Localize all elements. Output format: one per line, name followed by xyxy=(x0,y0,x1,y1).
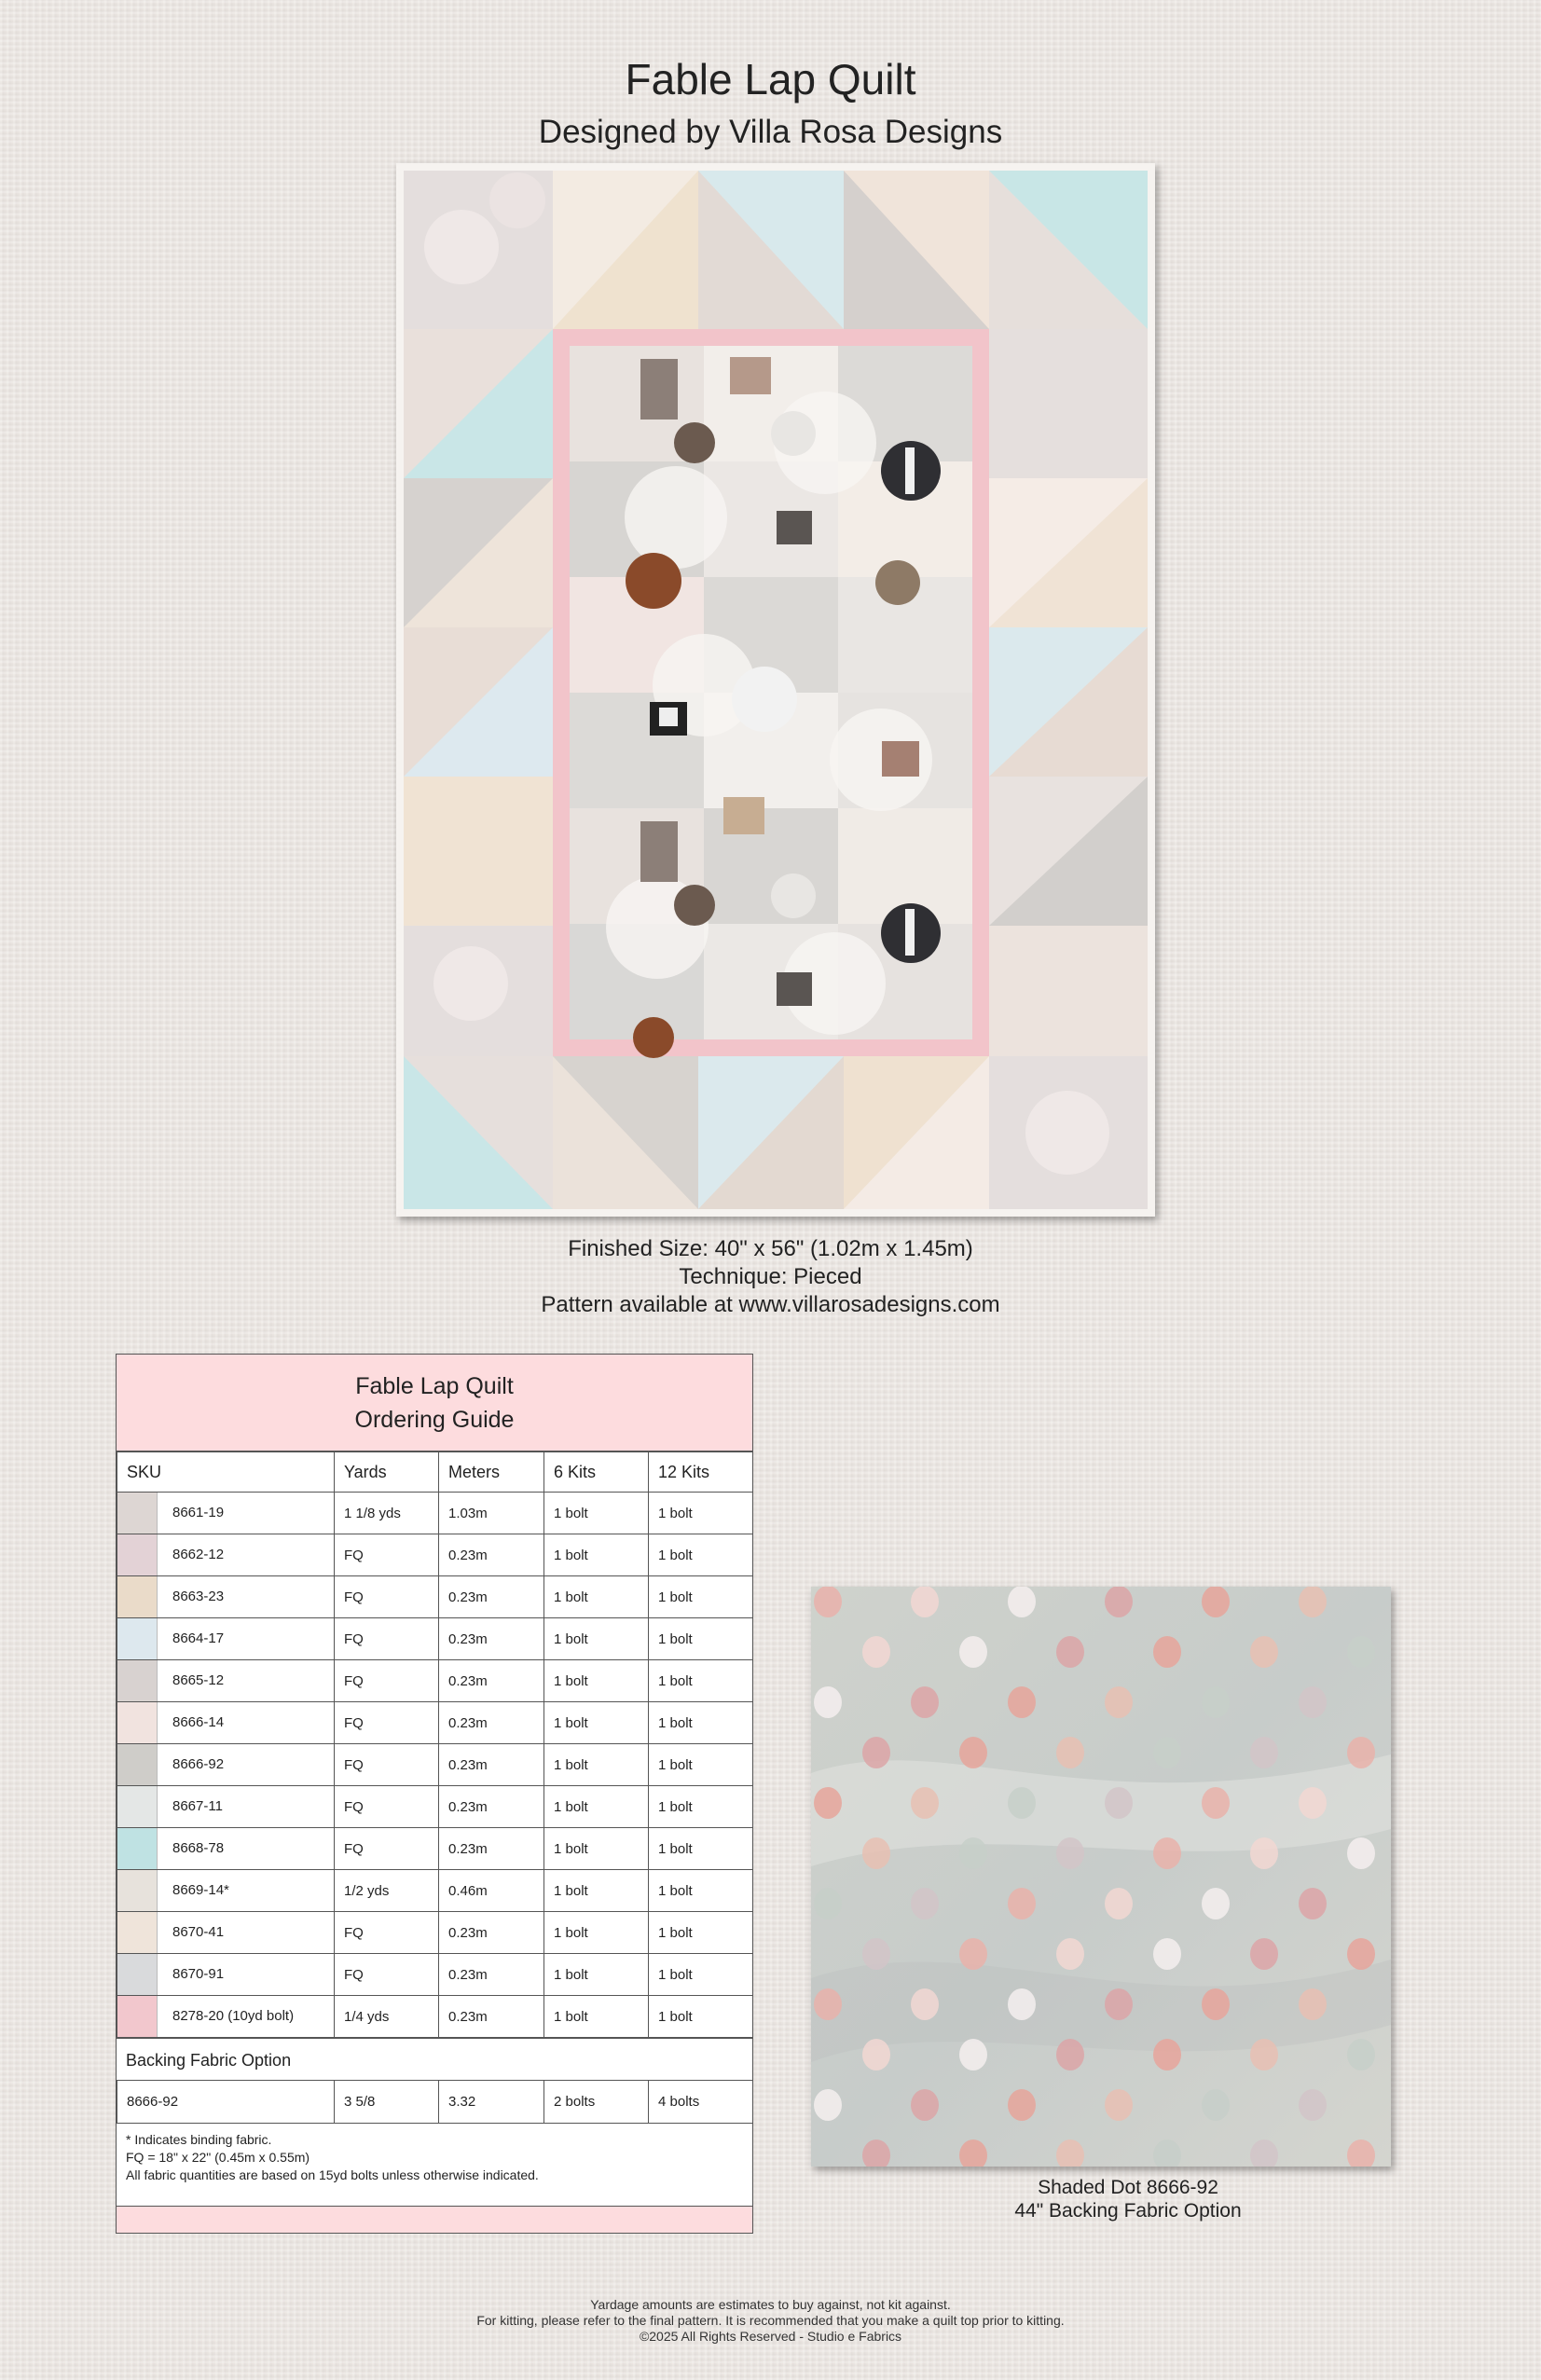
fabric-swatch-thumbnail xyxy=(117,1828,158,1869)
fabric-dot xyxy=(1250,1837,1278,1869)
kits6-cell: 1 bolt xyxy=(544,1534,649,1576)
sku-label: 8666-92 xyxy=(172,1755,225,1772)
kits6-cell: 1 bolt xyxy=(544,1493,649,1534)
fabric-dot xyxy=(1008,1686,1036,1718)
fabric-dot xyxy=(1105,1587,1133,1617)
fabric-dot xyxy=(1250,1636,1278,1668)
backing-fabric-label: Backing Fabric Option xyxy=(117,2038,752,2081)
meters-cell: 0.23m xyxy=(439,1576,544,1618)
kits12-cell: 1 bolt xyxy=(649,1744,753,1786)
kits12-cell: 1 bolt xyxy=(649,1828,753,1870)
fabric-dot xyxy=(1250,1737,1278,1768)
sku-label: 8661-19 xyxy=(172,1504,225,1520)
fabric-dot xyxy=(814,1587,842,1617)
footer-copyright: ©2025 All Rights Reserved - Studio e Fabrics xyxy=(639,2329,902,2344)
fabric-dot xyxy=(1347,1938,1375,1970)
fabric-dot xyxy=(1250,2039,1278,2070)
fabric-dot xyxy=(814,1787,842,1819)
fabric-dot xyxy=(814,1988,842,2020)
kits12-cell: 1 bolt xyxy=(649,1786,753,1828)
fabric-dot xyxy=(1056,1737,1084,1768)
yards-cell: FQ xyxy=(335,1534,439,1576)
fabric-dot xyxy=(1153,1938,1181,1970)
fabric-dot xyxy=(1056,1938,1084,1970)
quilt-illustration xyxy=(396,163,1155,1217)
kits6-cell: 1 bolt xyxy=(544,1744,649,1786)
table-row xyxy=(117,1786,753,1828)
kits12-cell: 1 bolt xyxy=(649,1618,753,1660)
sku-cell xyxy=(117,1534,335,1576)
table-row xyxy=(117,1954,753,1996)
page-title: Fable Lap Quilt xyxy=(625,55,916,103)
table-row xyxy=(117,1576,753,1618)
sku-cell xyxy=(117,1786,335,1828)
fabric-dot xyxy=(1056,2039,1084,2070)
yards-cell: FQ xyxy=(335,1912,439,1954)
ordering-guide-header xyxy=(117,1355,752,1451)
fabric-dot xyxy=(814,1686,842,1718)
fabric-dot xyxy=(1105,2089,1133,2121)
fabric-swatch-thumbnail xyxy=(117,1660,158,1701)
backing-meters: 3.32 xyxy=(439,2081,544,2123)
table-row xyxy=(117,1912,753,1954)
kits12-cell: 1 bolt xyxy=(649,1996,753,2038)
guide-subtitle: Ordering Guide xyxy=(354,1407,515,1433)
fabric-dot xyxy=(911,2089,939,2121)
kits6-cell: 1 bolt xyxy=(544,1954,649,1996)
pattern-availability: Pattern available at www.villarosadesigns.com xyxy=(541,1292,1000,1317)
yards-cell: FQ xyxy=(335,1576,439,1618)
fabric-swatch-thumbnail xyxy=(117,1954,158,1995)
fabric-swatch-thumbnail xyxy=(117,1576,158,1617)
fabric-dot xyxy=(1153,1837,1181,1869)
meters-cell: 0.23m xyxy=(439,1660,544,1702)
table-row xyxy=(117,1702,753,1744)
fabric-dot xyxy=(911,1888,939,1919)
fabric-dot xyxy=(814,1888,842,1919)
yards-cell: 1/2 yds xyxy=(335,1870,439,1912)
sku-cell xyxy=(117,1828,335,1870)
fabric-dot xyxy=(959,1938,987,1970)
kits12-cell: 1 bolt xyxy=(649,1534,753,1576)
sku-label: 8667-11 xyxy=(172,1797,223,1814)
kits12-cell: 1 bolt xyxy=(649,1912,753,1954)
sku-label: 8670-91 xyxy=(172,1965,225,1982)
ordering-guide-footer-bar xyxy=(117,2206,752,2233)
kits12-cell: 1 bolt xyxy=(649,1702,753,1744)
sku-cell xyxy=(117,1660,335,1702)
page-subtitle: Designed by Villa Rosa Designs xyxy=(538,114,1003,150)
fabric-dot xyxy=(1008,1787,1036,1819)
swatch-caption-name: Shaded Dot 8666-92 xyxy=(1038,2177,1218,2198)
fabric-dot xyxy=(1347,1837,1375,1869)
sku-label: 8664-17 xyxy=(172,1630,225,1646)
finished-size: Finished Size: 40" x 56" (1.02m x 1.45m) xyxy=(568,1236,973,1261)
backing-table xyxy=(117,2081,753,2124)
fabric-dot xyxy=(911,1988,939,2020)
meters-cell: 0.23m xyxy=(439,1996,544,2038)
fabric-swatch-thumbnail xyxy=(117,1744,158,1785)
meters-cell: 0.23m xyxy=(439,1618,544,1660)
sku-label: 8666-14 xyxy=(172,1713,225,1730)
sku-label: 8668-78 xyxy=(172,1839,225,1856)
fabric-dot xyxy=(1202,2089,1230,2121)
sku-label: 8665-12 xyxy=(172,1672,225,1688)
meters-cell: 0.23m xyxy=(439,1828,544,1870)
sku-cell xyxy=(117,1996,335,2038)
fabric-dot xyxy=(1299,1686,1327,1718)
yards-cell: FQ xyxy=(335,1618,439,1660)
kits12-cell: 1 bolt xyxy=(649,1660,753,1702)
fabric-dot xyxy=(1105,1686,1133,1718)
fabric-dot xyxy=(1056,1837,1084,1869)
fabric-dot xyxy=(1056,1636,1084,1668)
fabric-dot xyxy=(1347,1737,1375,1768)
note-binding: * Indicates binding fabric. xyxy=(126,2131,272,2147)
column-header: SKU xyxy=(117,1452,335,1493)
yards-cell: FQ xyxy=(335,1954,439,1996)
sku-cell xyxy=(117,1912,335,1954)
fabric-swatch-thumbnail xyxy=(117,1493,158,1534)
sku-label: 8278-20 (10yd bolt) xyxy=(172,2007,295,2024)
quilt-image xyxy=(396,163,1155,1217)
yards-cell: FQ xyxy=(335,1744,439,1786)
sku-cell xyxy=(117,1493,335,1534)
table-row xyxy=(117,1828,753,1870)
meters-cell: 0.23m xyxy=(439,1954,544,1996)
center-panel xyxy=(570,346,972,1058)
fabric-dot xyxy=(862,1938,890,1970)
yards-cell: 1/4 yds xyxy=(335,1996,439,2038)
fabric-dot xyxy=(1347,2039,1375,2070)
fabric-dot xyxy=(959,1837,987,1869)
meters-cell: 1.03m xyxy=(439,1493,544,1534)
backing-fabric-swatch xyxy=(811,1587,1391,2167)
footer-disclaimer: Yardage amounts are estimates to buy against, not kit against. xyxy=(590,2297,951,2312)
fabric-dot xyxy=(959,2039,987,2070)
fabric-dot xyxy=(862,1737,890,1768)
fabric-dot xyxy=(1008,2089,1036,2121)
sku-cell xyxy=(117,1576,335,1618)
table-row xyxy=(117,1870,753,1912)
column-header: 6 Kits xyxy=(544,1452,649,1493)
table-row xyxy=(117,1618,753,1660)
kits12-cell: 1 bolt xyxy=(649,1954,753,1996)
yards-cell: 1 1/8 yds xyxy=(335,1493,439,1534)
ordering-guide xyxy=(116,1354,753,2234)
fabric-dot xyxy=(814,2089,842,2121)
fabric-dot xyxy=(1153,2039,1181,2070)
fabric-dot xyxy=(1347,1636,1375,1668)
sku-label: 8662-12 xyxy=(172,1546,225,1562)
sku-label: 8670-41 xyxy=(172,1923,225,1940)
kits6-cell: 1 bolt xyxy=(544,1618,649,1660)
fabric-dot xyxy=(1008,1988,1036,2020)
table-row xyxy=(117,1744,753,1786)
fabric-dot xyxy=(1299,1888,1327,1919)
backing-sku: 8666-92 xyxy=(117,2081,335,2123)
fabric-dot xyxy=(959,1737,987,1768)
fabric-dot xyxy=(1202,1686,1230,1718)
table-row xyxy=(117,1493,753,1534)
fabric-dot xyxy=(1250,1938,1278,1970)
sku-cell xyxy=(117,1954,335,1996)
meters-cell: 0.23m xyxy=(439,1912,544,1954)
fabric-dot xyxy=(1299,2089,1327,2121)
fabric-dot xyxy=(1202,1988,1230,2020)
kits6-cell: 1 bolt xyxy=(544,1576,649,1618)
kits6-cell: 1 bolt xyxy=(544,1786,649,1828)
note-bolts: All fabric quantities are based on 15yd bolts unless otherwise indicated. xyxy=(126,2167,539,2182)
swatch-caption-description: 44" Backing Fabric Option xyxy=(1014,2200,1242,2222)
fabric-swatch-thumbnail xyxy=(117,1996,158,2037)
fabric-dot xyxy=(911,1587,939,1617)
sku-cell xyxy=(117,1618,335,1660)
meters-cell: 0.23m xyxy=(439,1702,544,1744)
fabric-dot xyxy=(1105,1988,1133,2020)
fabric-dot xyxy=(862,1636,890,1668)
yards-cell: FQ xyxy=(335,1828,439,1870)
technique: Technique: Pieced xyxy=(679,1264,862,1289)
guide-title: Fable Lap Quilt xyxy=(355,1373,514,1399)
kits6-cell: 1 bolt xyxy=(544,1702,649,1744)
fabric-dot xyxy=(1202,1888,1230,1919)
kits12-cell: 1 bolt xyxy=(649,1870,753,1912)
fabric-swatch-thumbnail xyxy=(117,1870,158,1911)
yards-cell: FQ xyxy=(335,1702,439,1744)
backing-yards: 3 5/8 xyxy=(335,2081,439,2123)
kits6-cell: 1 bolt xyxy=(544,1828,649,1870)
fabric-dot xyxy=(1153,1737,1181,1768)
backing-6-kits: 2 bolts xyxy=(544,2081,649,2123)
fabric-dot xyxy=(1105,1787,1133,1819)
kits6-cell: 1 bolt xyxy=(544,1996,649,2038)
table-row xyxy=(117,2081,753,2123)
meters-cell: 0.46m xyxy=(439,1870,544,1912)
fabric-dot xyxy=(1202,1587,1230,1617)
footer-kitting-note: For kitting, please refer to the final pattern. It is recommended that you make a quilt top prior to kitting. xyxy=(476,2313,1065,2328)
fabric-dot xyxy=(1008,1888,1036,1919)
fabric-dot xyxy=(1299,1587,1327,1617)
fabric-swatch-thumbnail xyxy=(117,1534,158,1575)
fabric-dot xyxy=(911,1787,939,1819)
kits6-cell: 1 bolt xyxy=(544,1660,649,1702)
backing-12-kits: 4 bolts xyxy=(649,2081,753,2123)
fabric-swatch-thumbnail xyxy=(117,1618,158,1659)
guide-notes xyxy=(117,2124,752,2198)
yards-cell: FQ xyxy=(335,1786,439,1828)
fabric-swatch-thumbnail xyxy=(117,1786,158,1827)
meters-cell: 0.23m xyxy=(439,1744,544,1786)
note-fq: FQ = 18" x 22" (0.45m x 0.55m) xyxy=(126,2149,310,2165)
kits6-cell: 1 bolt xyxy=(544,1912,649,1954)
fabric-dot xyxy=(862,1837,890,1869)
fabric-swatch-thumbnail xyxy=(117,1702,158,1743)
fabric-dot xyxy=(1202,1787,1230,1819)
table-row xyxy=(117,1660,753,1702)
fabric-dot xyxy=(959,1636,987,1668)
meters-cell: 0.23m xyxy=(439,1534,544,1576)
table-row xyxy=(117,1534,753,1576)
column-header: 12 Kits xyxy=(649,1452,753,1493)
fabric-dot xyxy=(1299,1988,1327,2020)
fabric-dot xyxy=(862,2039,890,2070)
meters-cell: 0.23m xyxy=(439,1786,544,1828)
kits6-cell: 1 bolt xyxy=(544,1870,649,1912)
shaded-dot-fabric xyxy=(811,1587,1391,2167)
sku-label: 8663-23 xyxy=(172,1588,225,1604)
column-header: Meters xyxy=(439,1452,544,1493)
fabric-dot xyxy=(1153,1636,1181,1668)
sku-label: 8669-14* xyxy=(172,1881,229,1898)
table-header-row xyxy=(117,1452,753,1493)
fabric-dot xyxy=(1299,1787,1327,1819)
column-header: Yards xyxy=(335,1452,439,1493)
fabric-swatch-thumbnail xyxy=(117,1912,158,1953)
sku-cell xyxy=(117,1870,335,1912)
table-row xyxy=(117,1996,753,2038)
fabric-dot xyxy=(1008,1587,1036,1617)
kits12-cell: 1 bolt xyxy=(649,1576,753,1618)
kits12-cell: 1 bolt xyxy=(649,1493,753,1534)
yards-cell: FQ xyxy=(335,1660,439,1702)
ordering-table xyxy=(117,1451,753,2038)
fabric-dot xyxy=(911,1686,939,1718)
sku-cell xyxy=(117,1702,335,1744)
fabric-dot xyxy=(1105,1888,1133,1919)
sku-cell xyxy=(117,1744,335,1786)
